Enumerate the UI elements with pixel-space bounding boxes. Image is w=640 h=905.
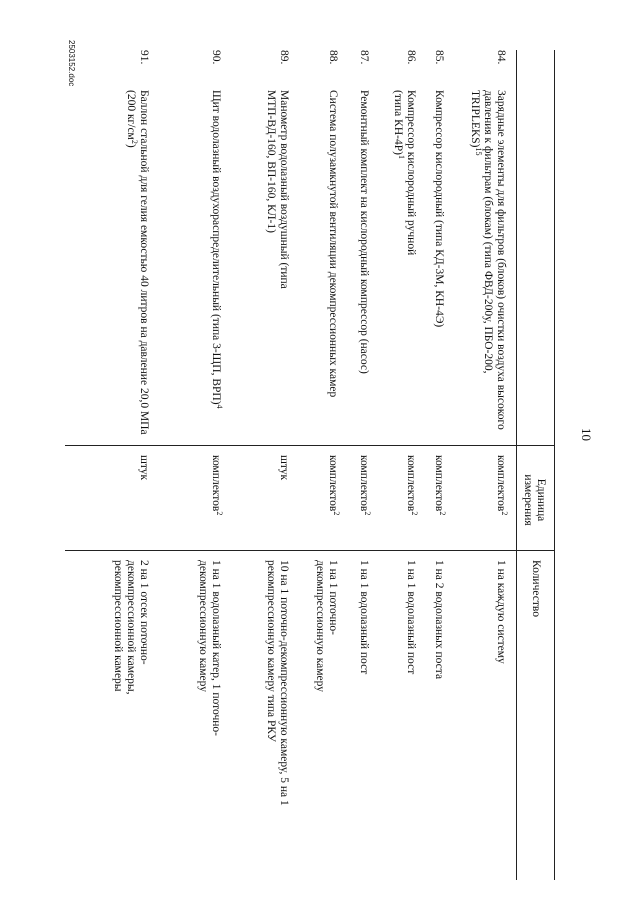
item-quantity: 1 на 1 водолазный пост (405, 560, 417, 675)
row-number: 89. (278, 50, 290, 65)
row-number: 90. (210, 50, 222, 65)
item-unit: комплектов$^2$ (495, 455, 509, 516)
item-quantity: 1 на 1 водолазный пост (358, 560, 370, 675)
item-name: Манометр водолазный воздушный (типа МТП-ВД-160, ВП-160, КЛ-1) (265, 90, 290, 289)
row-number: 87. (358, 50, 370, 65)
row-number: 84. (495, 50, 507, 65)
item-unit: штук (278, 455, 290, 481)
item-unit: комплектов$^2$ (327, 455, 341, 516)
item-quantity: 1 на 1 водолазный катер, 1 поточно-декомпрессионную камеру (197, 560, 222, 736)
item-unit: комплектов$^2$ (405, 455, 419, 516)
rotated-page (65, 40, 594, 880)
item-name: Щит водолазный воздухораспределительный (типа 3-ЩП, ВРП)$^4$ (210, 90, 224, 409)
item-unit: комплектов$^2$ (210, 455, 224, 516)
item-unit: штук (138, 455, 150, 481)
table-top-border (554, 50, 555, 880)
item-quantity: 1 на 1 поточно-декомпрессионную камеру (314, 560, 339, 692)
header-unit: Единица измерения (522, 474, 547, 526)
item-name: Ремонтный комплект на кислородный компрессор (насос) (358, 90, 370, 374)
item-unit: комплектов$^2$ (358, 455, 372, 516)
item-quantity: 10 на 1 поточно-декомпрессионную камеру, 5 на 1 рекомпрессионную камеру типа РКУ (265, 560, 290, 806)
row-number: 86. (405, 50, 417, 65)
column-divider-1 (65, 445, 555, 446)
item-name: Система полузамкнутой вентиляции декомпрессионных камер (327, 90, 339, 398)
item-quantity: 2 на 1 отсек поточно-декомпрессионной камеры, рекомпрессионной камеры (112, 560, 150, 695)
header-quantity: Количество (530, 560, 542, 617)
item-quantity: 1 на каждую систему (495, 560, 507, 664)
header-bottom-border (516, 50, 517, 880)
item-name: Зарядные элементы для фильтров (блоков) очистки воздуха высокого давления к фильтрам (блокам) (типа ФВД-200у, ПБО-200, TRIPLEKS)$^{15}$ (469, 90, 507, 430)
page-number: 10 (579, 428, 594, 441)
row-number: 85. (433, 50, 445, 65)
footer-filename: 2503152.doc (67, 40, 76, 87)
item-name: Компрессор кислородный ручной (типа КН-4Р)$^1$ (392, 90, 417, 256)
row-number: 88. (327, 50, 339, 65)
item-name: Компрессор кислородный (типа КД-3М, КН-4Э) (433, 90, 445, 328)
column-divider-2 (65, 550, 555, 551)
item-unit: комплектов$^2$ (433, 455, 447, 516)
row-number: 91. (138, 50, 150, 65)
item-quantity: 1 на 2 водолазных поста (433, 560, 445, 680)
item-name: Баллон стальной для гелия емкостью 40 литров на давление 20,0 МПа (200 $кг/см^2$) (125, 90, 150, 435)
